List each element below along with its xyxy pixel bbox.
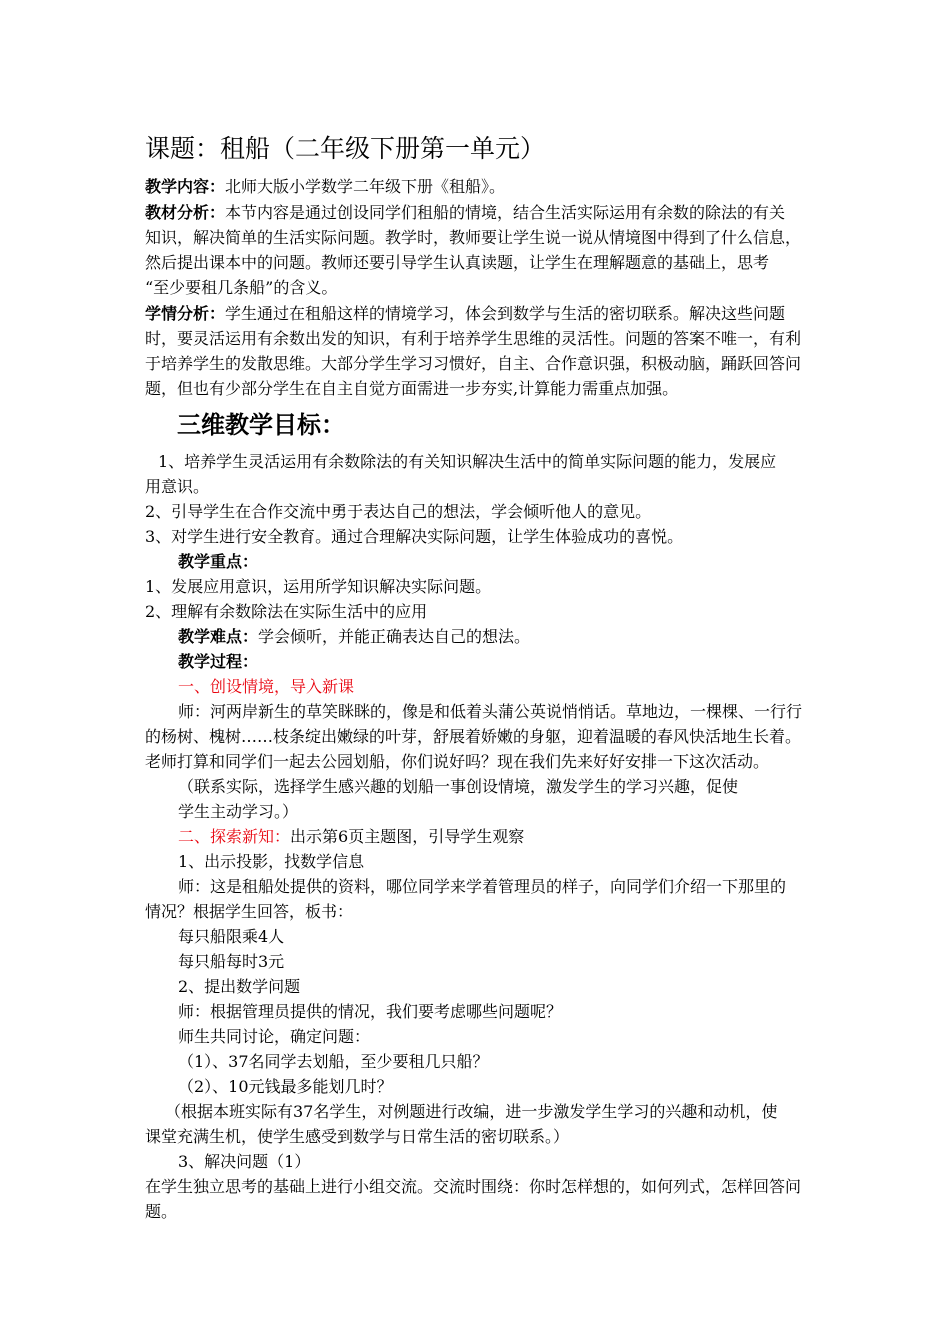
paragraph-line: 题。	[145, 1202, 178, 1221]
section-heading: 一、创设情境，导入新课	[178, 677, 355, 696]
paragraph-line: 师：这是租船处提供的资料，哪位同学来学着管理员的样子，向同学们介绍一下那里的	[178, 877, 787, 896]
paragraph-line: （根据本班实际有37名学生，对例题进行改编，进一步激发学生学习的兴趣和动机，使	[165, 1102, 778, 1121]
section-heading-line	[178, 827, 524, 847]
teaching-content-text: 北师大版小学数学二年级下册《租船》。	[225, 177, 506, 196]
student-analysis-label: 学情分析：	[145, 304, 226, 323]
paragraph-line: （1）、37名同学去划船，至少要租几只船？	[178, 1052, 489, 1071]
goal-line: 2、引导学生在合作交流中勇于表达自己的想法，学会倾听他人的意见。	[145, 502, 652, 521]
paragraph-line: 知识，解决简单的生活实际问题。教学时，教师要让学生说一说从情境图中得到了什么信息，	[145, 228, 802, 247]
paragraph-line: 时，要灵活运用有余数出发的知识，有利于培养学生思维的灵活性。问题的答案不唯一，有利	[145, 329, 802, 348]
paragraph-line: 每只船每时3元	[178, 952, 285, 971]
paragraph-line: 2、提出数学问题	[178, 977, 301, 996]
paragraph-line: 每只船限乘4人	[178, 927, 285, 946]
paragraph-text: 本节内容是通过创设同学们租船的情境，结合生活实际运用有余数的除法的有关	[225, 203, 786, 222]
process-label: 教学过程：	[178, 652, 259, 671]
paragraph-line: 3、解决问题（1）	[178, 1152, 311, 1171]
paragraph-line: 学生主动学习。）	[178, 802, 299, 821]
paragraph-line: 的杨树、槐树……枝条绽出嫩绿的叶芽，舒展着娇嫩的身躯，迎着温暖的春风快活地生长着。	[145, 727, 802, 746]
section-heading-rest: 出示第6页主题图，引导学生观察	[290, 827, 525, 846]
paragraph-line: 师：根据管理员提供的情况，我们要考虑哪些问题呢？	[178, 1002, 563, 1021]
paragraph-text: 学生通过在租船这样的情境学习，体会到数学与生活的密切联系。解决这些问题	[225, 304, 786, 323]
paragraph-line: （2）、10元钱最多能划几时？	[178, 1077, 393, 1096]
paragraph-line: 于培养学生的发散思维。大部分学生学习习惯好，自主、合作意识强，积极动脑，踊跃回答问	[145, 354, 802, 373]
teaching-content-label: 教学内容：	[145, 177, 226, 196]
paragraph-line: （联系实际，选择学生感兴趣的划船一事创设情境，激发学生的学习兴趣，促使	[178, 777, 739, 796]
paragraph-line: 情况？根据学生回答，板书：	[145, 902, 354, 921]
goal-line: 1、培养学生灵活运用有余数除法的有关知识解决生活中的简单实际问题的能力，发展应	[158, 452, 777, 471]
key-point-line: 2、理解有余数除法在实际生活中的应用	[145, 602, 428, 621]
page-title: 课题：租船（二年级下册第一单元）	[145, 134, 546, 163]
paragraph-line: 1、出示投影，找数学信息	[178, 852, 365, 871]
paragraph-line: 课堂充满生机，使学生感受到数学与日常生活的密切联系。）	[145, 1127, 570, 1146]
difficulty-line	[178, 627, 530, 647]
paragraph-line: 然后提出课本中的问题。教师还要引导学生认真读题，让学生在理解题意的基础上，思考	[145, 253, 770, 272]
paragraph-line: 师：河两岸新生的草笑眯眯的，像是和低着头蒲公英说悄悄话。草地边，一棵棵、一行行	[178, 702, 803, 721]
difficulty-text: 学会倾听，并能正确表达自己的想法。	[258, 627, 531, 646]
paragraph-line: 题，但也有少部分学生在自主自觉方面需进一步夯实,计算能力需重点加强。	[145, 379, 679, 398]
paragraph-line: 师生共同讨论，确定问题：	[178, 1027, 371, 1046]
goal-line: 用意识。	[145, 477, 210, 496]
teaching-content	[145, 177, 505, 197]
key-points-label: 教学重点：	[178, 552, 259, 571]
paragraph-line: 在学生独立思考的基础上进行小组交流。交流时围绕：你时怎样想的，如何列式，怎样回答问	[145, 1177, 802, 1196]
section-heading: 二、探索新知：	[178, 827, 291, 846]
material-analysis-line	[145, 203, 785, 223]
difficulty-label: 教学难点：	[178, 627, 259, 646]
paragraph-line: “至少要租几条船”的含义。	[145, 278, 338, 297]
material-analysis-label: 教材分析：	[145, 203, 226, 222]
student-analysis-line	[145, 304, 785, 324]
paragraph-line: 老师打算和同学们一起去公园划船，你们说好吗？现在我们先来好好安排一下这次活动。	[145, 752, 770, 771]
goals-heading: 三维教学目标：	[177, 411, 345, 439]
key-point-line: 1、发展应用意识，运用所学知识解决实际问题。	[145, 577, 492, 596]
goal-line: 3、对学生进行安全教育。通过合理解决实际问题，让学生体验成功的喜悦。	[145, 527, 684, 546]
